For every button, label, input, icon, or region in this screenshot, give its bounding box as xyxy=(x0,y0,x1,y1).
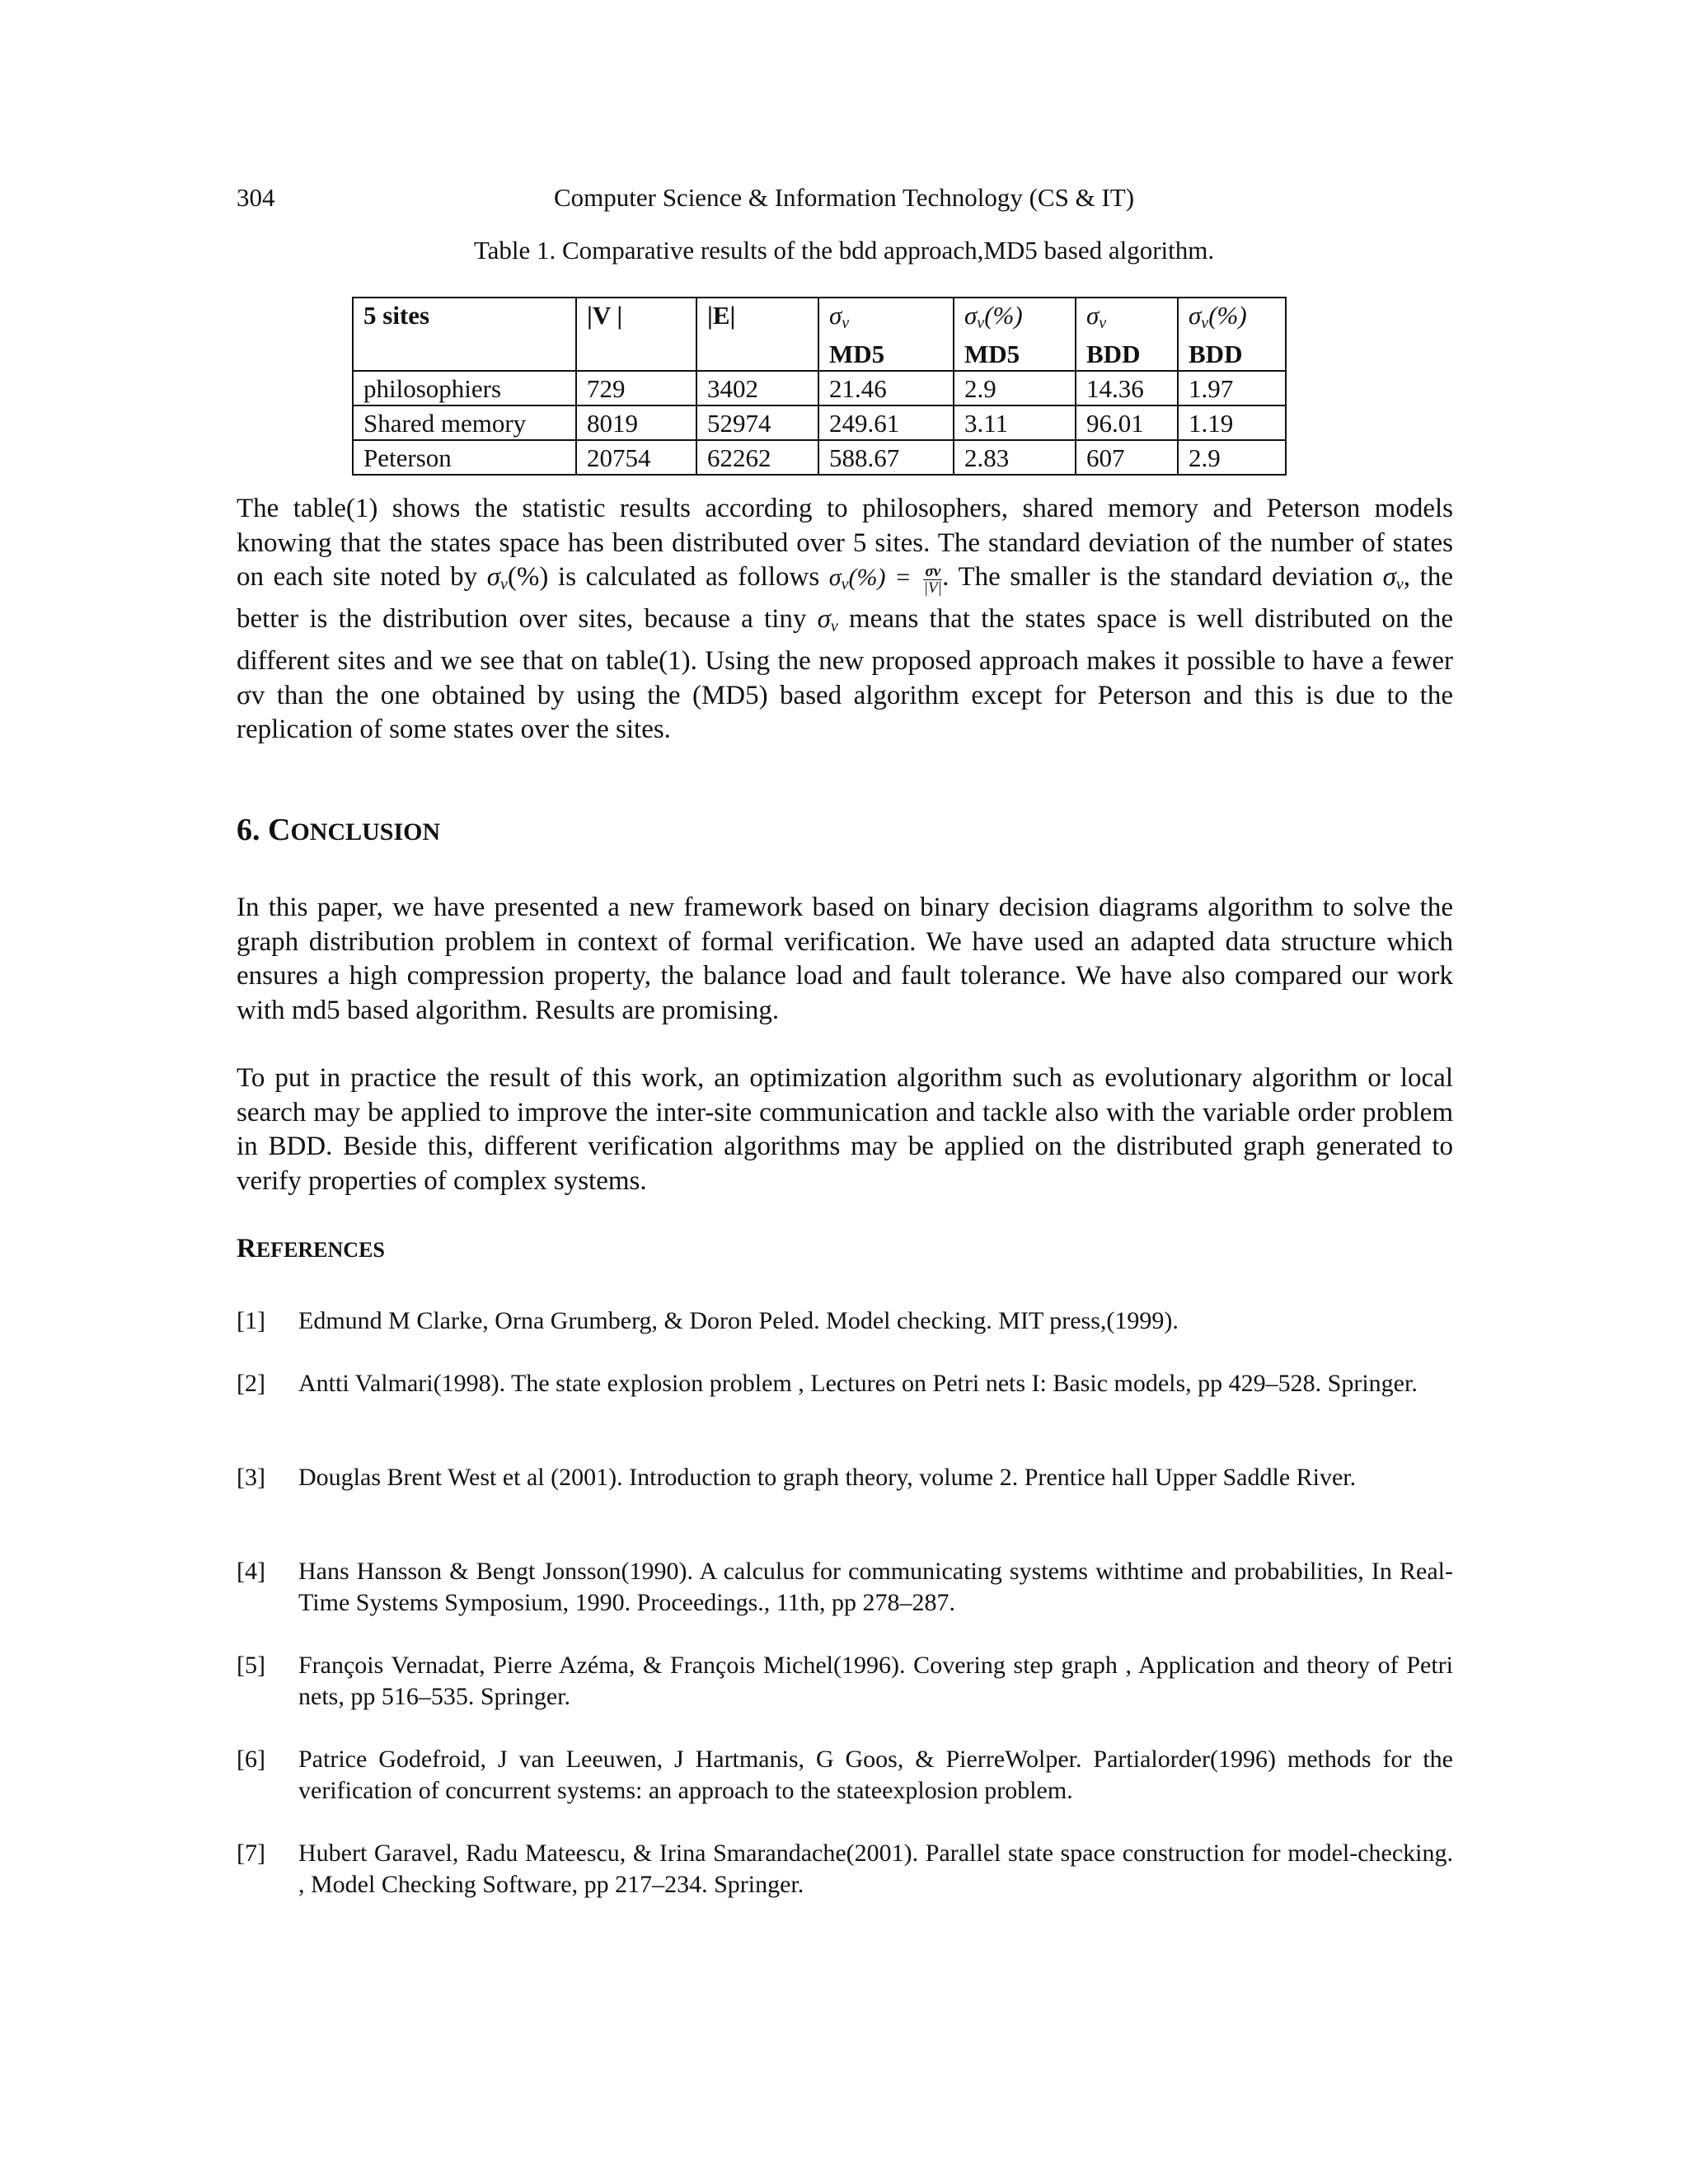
sigma-symbol: σ xyxy=(829,301,842,330)
conclusion-paragraph-1: In this paper, we have presented a new framework based on binary decision diagrams algorithm to solve the graph distribution problem in context of formal verification. We have used an adapted data structure which ensures a high compression property, the balance load and fault tolerance. We have also compared our work with md5 based algorithm. Results are promising. xyxy=(237,893,1453,1026)
cell-v: 729 xyxy=(576,371,696,405)
reference-item xyxy=(237,1838,1453,1900)
reference-text: Hubert Garavel, Radu Mateescu, & Irina Smarandache(2001). Parallel state space construction for model-checking. , Model Checking Software, pp 217–234. Springer. xyxy=(298,1840,1453,1898)
header-sigma-md5 xyxy=(818,298,954,371)
formula-numerator: σv xyxy=(925,563,941,581)
cell-pct-md5: 3.11 xyxy=(954,405,1076,440)
cell-sigma-bdd: 96.01 xyxy=(1076,405,1178,440)
header-v: |V | xyxy=(576,298,696,371)
sigma-symbol: σ xyxy=(817,604,831,635)
reference-item xyxy=(237,1462,1453,1493)
reference-number: [5] xyxy=(237,1652,265,1679)
reference-number: [3] xyxy=(237,1464,265,1491)
formula xyxy=(828,563,942,598)
reference-text: Antti Valmari(1998). The state explosion problem , Lectures on Petri nets I: Basic models, pp 429–528. Springer. xyxy=(298,1370,1418,1397)
cell-sigma-bdd: 14.36 xyxy=(1076,371,1178,405)
header-label: MD5 xyxy=(964,340,1020,368)
sigma-subscript: v xyxy=(1201,314,1209,332)
sigma-symbol: σ xyxy=(486,562,501,593)
row-name: Shared memory xyxy=(353,405,576,440)
cell-e: 3402 xyxy=(696,371,818,405)
header-label: MD5 xyxy=(829,340,885,368)
sigma-subscript: v xyxy=(842,314,850,332)
sigma-subscript: v xyxy=(1099,314,1107,332)
results-table xyxy=(352,297,1287,476)
table-row xyxy=(353,405,1286,440)
heading-rest: EFERENCES xyxy=(256,1238,385,1262)
heading-first: R xyxy=(237,1234,256,1263)
sigma-symbol: σ xyxy=(1382,562,1396,593)
header-sigma-pct-bdd xyxy=(1178,298,1286,371)
sigma-symbol: σ xyxy=(1189,301,1202,330)
cell-e: 62262 xyxy=(696,440,818,475)
reference-item xyxy=(237,1368,1453,1399)
cell-e: 52974 xyxy=(696,405,818,440)
formula-lhs-subscript: v xyxy=(841,575,849,594)
header-e: |E| xyxy=(696,298,818,371)
cell-sigma-bdd: 607 xyxy=(1076,440,1178,475)
header-sigma-pct-md5 xyxy=(954,298,1076,371)
cell-pct-bdd: 1.97 xyxy=(1178,371,1286,405)
cell-sigma-md5: 21.46 xyxy=(818,371,954,405)
percent-suffix: (%) xyxy=(1208,301,1247,330)
reference-item xyxy=(237,1650,1453,1713)
reference-item xyxy=(237,1556,1453,1619)
reference-text: Hans Hansson & Bengt Jonsson(1990). A calculus for communicating systems withtime and probabilities, In Real-Time Systems Symposium, 1990. Proceedings., 11th, pp 278–287. xyxy=(298,1558,1453,1616)
formula-fraction xyxy=(923,564,942,596)
header-label: BDD xyxy=(1086,340,1141,368)
formula-lhs-rest: (%) = xyxy=(848,564,921,592)
table-row xyxy=(353,371,1286,405)
reference-number: [1] xyxy=(237,1307,265,1334)
reference-text: François Vernadat, Pierre Azéma, & François Michel(1996). Covering step graph , Application and theory of Petri nets, pp 516–535. Springer. xyxy=(298,1652,1453,1710)
sigma-subscript: v xyxy=(830,617,838,636)
cell-pct-bdd: 1.19 xyxy=(1178,405,1286,440)
reference-number: [4] xyxy=(237,1558,265,1585)
section-heading-references xyxy=(237,1234,385,1264)
reference-number: [2] xyxy=(237,1370,265,1397)
page-number: 304 xyxy=(237,183,275,212)
reference-text: Douglas Brent West et al (2001). Introduction to graph theory, volume 2. Prentice hall Upper Saddle River. xyxy=(298,1464,1357,1491)
cell-pct-md5: 2.9 xyxy=(954,371,1076,405)
formula-lhs-symbol: σ xyxy=(828,564,842,592)
header-sites: 5 sites xyxy=(353,298,576,371)
reference-item xyxy=(237,1744,1453,1807)
table-caption: Table 1. Comparative results of the bdd approach,MD5 based algorithm. xyxy=(473,236,1215,265)
sigma-subscript: v xyxy=(500,575,508,594)
text-run: means that the states space is well distributed on the different sites and we see that on table(1). Using the new proposed approach makes it possible to have a fewer σv than the one obtained by using the (MD5) based algorithm except for Peterson and this is due to the replication of some states over the sites. xyxy=(237,604,1454,745)
cell-sigma-md5: 249.61 xyxy=(818,405,954,440)
table-header-row xyxy=(353,298,1286,371)
reference-text: Patrice Godefroid, J van Leeuwen, J Hartmanis, G Goos, & PierreWolper. Partialorder(1996) methods for the verification of concurrent systems: an approach to the stateexplosion problem. xyxy=(298,1746,1453,1804)
cell-pct-md5: 2.83 xyxy=(954,440,1076,475)
reference-number: [6] xyxy=(237,1746,265,1773)
table-row xyxy=(353,440,1286,475)
conclusion-paragraph-2: To put in practice the result of this work, an optimization algorithm such as evolutionary algorithm or local search may be applied to improve the inter-site communication and tackle also with the variable order problem in BDD. Beside this, different verification algorithms may be applied on the distributed graph generated to verify properties of complex systems. xyxy=(237,1063,1453,1197)
text-run: The table(1) shows the statistic results according to philosophers, shared memory and Peterson models knowing that the states space has been distributed over 5 sites. The standard deviation of the number of states on each site noted by xyxy=(237,494,1453,593)
reference-number: [7] xyxy=(237,1840,265,1867)
row-name: Peterson xyxy=(353,440,576,475)
section-heading-conclusion xyxy=(237,812,440,848)
header-sigma-bdd xyxy=(1076,298,1178,371)
sigma-symbol: σ xyxy=(964,301,978,330)
running-head: Computer Science & Information Technology (CS & IT) xyxy=(553,183,1135,212)
formula-denominator: |V| xyxy=(923,579,942,598)
text-run: (%) is calculated as follows xyxy=(507,562,829,593)
percent-suffix: (%) xyxy=(984,301,1023,330)
results-paragraph xyxy=(237,492,1453,748)
header-label: BDD xyxy=(1189,340,1243,368)
row-name: philosophiers xyxy=(353,371,576,405)
reference-item xyxy=(237,1305,1453,1337)
sigma-subscript: v xyxy=(1395,575,1404,594)
text-run: , the better is the distribution over sites, because a tiny xyxy=(237,562,1453,635)
text-run: . The smaller is the standard deviation xyxy=(942,562,1383,593)
cell-v: 20754 xyxy=(576,440,696,475)
cell-pct-bdd: 2.9 xyxy=(1178,440,1286,475)
cell-sigma-md5: 588.67 xyxy=(818,440,954,475)
heading-rest: ONCLUSION xyxy=(290,818,441,846)
cell-v: 8019 xyxy=(576,405,696,440)
heading-first: 6. C xyxy=(237,813,291,847)
sigma-symbol: σ xyxy=(1086,301,1100,330)
sigma-subscript: v xyxy=(977,314,985,332)
reference-text: Edmund M Clarke, Orna Grumberg, & Doron Peled. Model checking. MIT press,(1999). xyxy=(298,1307,1179,1334)
